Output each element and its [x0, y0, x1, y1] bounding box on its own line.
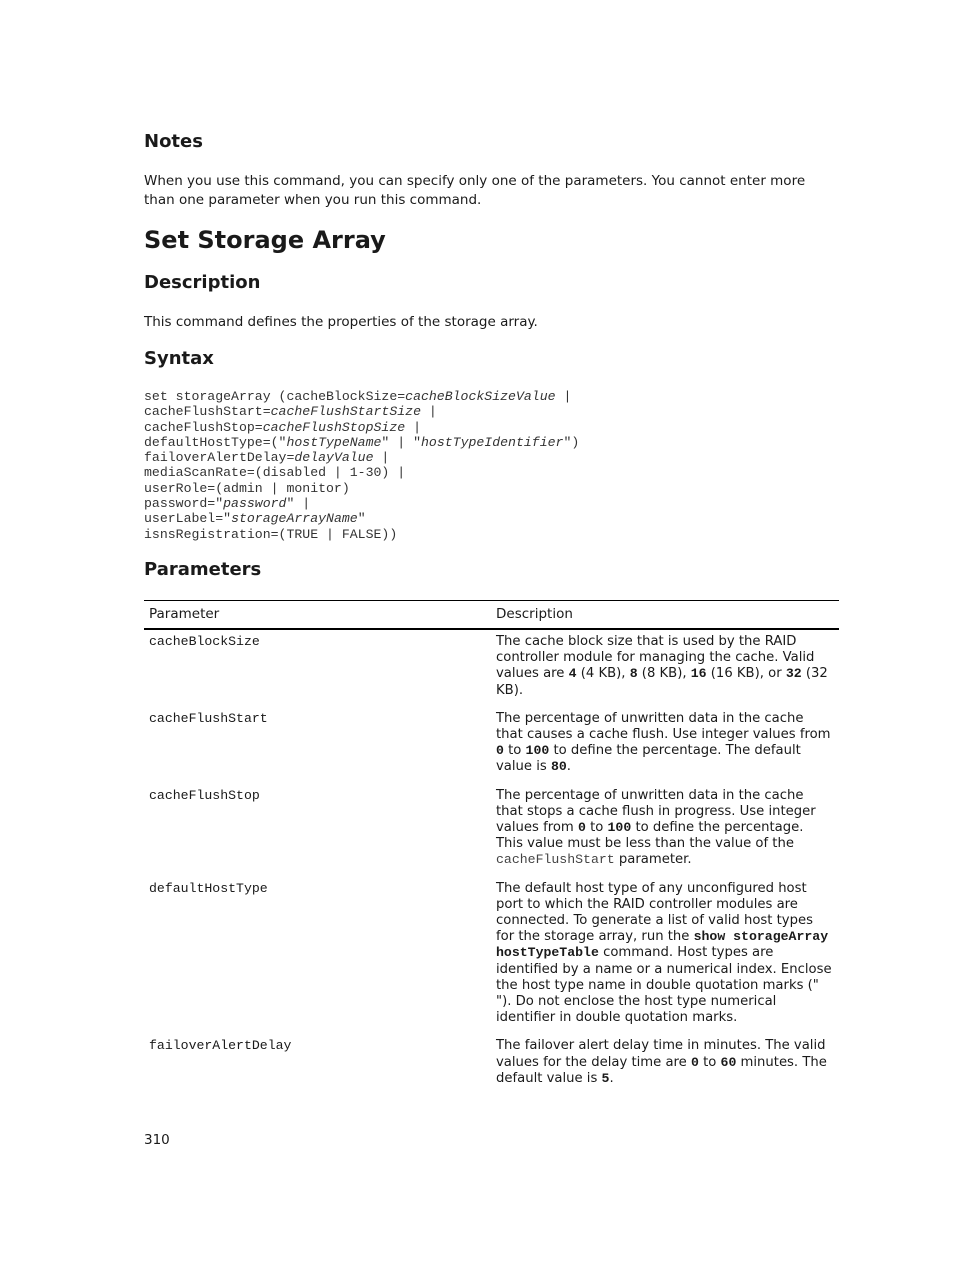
value-literal: 60 — [720, 1054, 737, 1070]
syntax-line — [144, 465, 405, 480]
parameter-description — [491, 707, 839, 784]
syntax-literal: mediaScanRate=(disabled | 1-30) | — [144, 465, 406, 481]
parameter-name: cacheBlockSize — [149, 634, 260, 649]
value-literal: 32 — [785, 666, 802, 682]
syntax-variable: password — [223, 496, 287, 512]
syntax-literal: | — [405, 419, 421, 435]
description-text: (8 KB), — [637, 666, 691, 682]
syntax-code-block — [144, 389, 579, 542]
table-row — [144, 1034, 839, 1095]
description-text: The cache block size that is used by the RAID controller module for managing the cache. Valid values are — [496, 634, 815, 682]
description-text: (16 KB), or — [706, 666, 786, 682]
page-title: Set Storage Array — [144, 226, 386, 254]
syntax-variable: hostTypeName — [286, 434, 382, 450]
syntax-line — [144, 404, 437, 419]
syntax-line — [144, 420, 421, 435]
parameter-name: cacheFlushStop — [149, 787, 260, 803]
value-literal: 80 — [550, 759, 567, 775]
syntax-literal: cacheFlushStart= — [144, 404, 271, 420]
syntax-heading: Syntax — [144, 348, 214, 369]
description-text: The percentage of unwritten data in the cache that stops a cache flush in progress. Use integer values from — [496, 787, 816, 836]
value-literal: 0 — [577, 820, 586, 836]
column-header-description: Description — [491, 601, 839, 630]
value-literal: 5 — [601, 1070, 610, 1086]
description-text: to — [585, 820, 608, 836]
description-text: The failover alert delay time in minutes. The valid values for the delay time are — [496, 1038, 826, 1070]
description-text: command. Host types are identified by a name or a numerical index. Enclose the host type name in double quotation marks (" "). Do not enclose the host type numerical identifier in double quotation marks. — [496, 945, 832, 1026]
description-text: to define the percentage. This value must be less than the value of the — [496, 820, 804, 852]
syntax-literal: " — [357, 511, 366, 527]
syntax-literal: | — [373, 450, 390, 466]
syntax-literal: | — [421, 404, 437, 420]
table-header-row — [144, 601, 839, 630]
table-row — [144, 629, 839, 707]
syntax-variable: cacheFlushStartSize — [270, 404, 421, 420]
parameter-reference: cacheFlushStart — [496, 852, 615, 868]
syntax-literal: userRole=(admin | monitor) — [144, 480, 350, 496]
syntax-literal: ") — [563, 434, 580, 450]
description-heading: Description — [144, 272, 261, 293]
syntax-literal: cacheFlushStop= — [144, 419, 263, 435]
syntax-literal: defaultHostType=(" — [144, 434, 287, 450]
description-text: to — [698, 1054, 721, 1070]
syntax-literal: | — [555, 389, 572, 404]
column-header-parameter: Parameter — [144, 601, 491, 630]
syntax-line — [144, 527, 397, 542]
value-literal: 0 — [496, 743, 504, 759]
syntax-line — [144, 496, 310, 511]
parameter-description — [491, 1034, 839, 1095]
parameter-description — [491, 784, 839, 877]
description-text: This command defines the properties of the storage array. — [144, 314, 538, 330]
syntax-variable: delayValue — [294, 450, 374, 466]
syntax-line — [144, 511, 366, 526]
description-text: The default host type of any unconfigured host port to which the RAID controller modules are connected. To generate a list of valid host types for the storage array, run the — [496, 880, 813, 945]
parameters-table — [144, 600, 839, 1095]
description-text: . — [566, 759, 571, 775]
value-literal: show storageArray hostTypeTable — [496, 929, 829, 961]
syntax-literal: " | — [286, 496, 311, 512]
parameter-name: cacheFlushStart — [149, 710, 268, 726]
syntax-variable: storageArrayName — [231, 511, 358, 527]
description-text: parameter. — [614, 852, 692, 868]
syntax-variable: cacheBlockSizeValue — [405, 389, 556, 404]
description-text: to define the percentage. The default value is — [496, 743, 801, 775]
syntax-line — [144, 435, 579, 450]
description-text: minutes. The default value is — [496, 1054, 827, 1086]
notes-text: When you use this command, you can specify only one of the parameters. You cannot enter more than one parameter when you run this command. — [144, 173, 806, 208]
description-text: (32 KB). — [496, 666, 828, 698]
description-text: (4 KB), — [576, 666, 630, 682]
notes-heading: Notes — [144, 131, 203, 152]
syntax-literal: failoverAlertDelay= — [144, 450, 295, 466]
table-row — [144, 877, 839, 1035]
syntax-line — [144, 450, 389, 465]
table-row — [144, 707, 839, 784]
page-number: 310 — [144, 1132, 170, 1148]
value-literal: 100 — [607, 820, 632, 836]
description-text: to — [503, 743, 526, 759]
syntax-literal: set storageArray (cacheBlockSize= — [144, 389, 406, 404]
syntax-literal: password=" — [144, 496, 224, 512]
value-literal: 100 — [525, 743, 550, 759]
value-literal: 0 — [690, 1054, 699, 1070]
parameter-description — [491, 629, 839, 707]
syntax-literal: userLabel=" — [144, 511, 232, 527]
value-literal: 16 — [690, 666, 707, 682]
parameter-description — [491, 877, 839, 1035]
syntax-literal: isnsRegistration=(TRUE | FALSE)) — [144, 526, 398, 542]
syntax-variable: hostTypeIdentifier — [421, 434, 564, 450]
description-text: The percentage of unwritten data in the cache that causes a cache flush. Use integer values from — [496, 710, 831, 743]
syntax-line — [144, 389, 571, 404]
parameter-name: failoverAlertDelay — [149, 1038, 292, 1054]
syntax-line — [144, 481, 350, 496]
table-row — [144, 784, 839, 877]
parameters-heading: Parameters — [144, 559, 262, 580]
syntax-literal: " | " — [381, 434, 421, 450]
value-literal: 4 — [568, 666, 577, 682]
value-literal: 8 — [629, 666, 638, 682]
syntax-variable: cacheFlushStopSize — [262, 419, 406, 435]
description-text: . — [609, 1070, 614, 1086]
parameter-name: defaultHostType — [149, 880, 268, 896]
